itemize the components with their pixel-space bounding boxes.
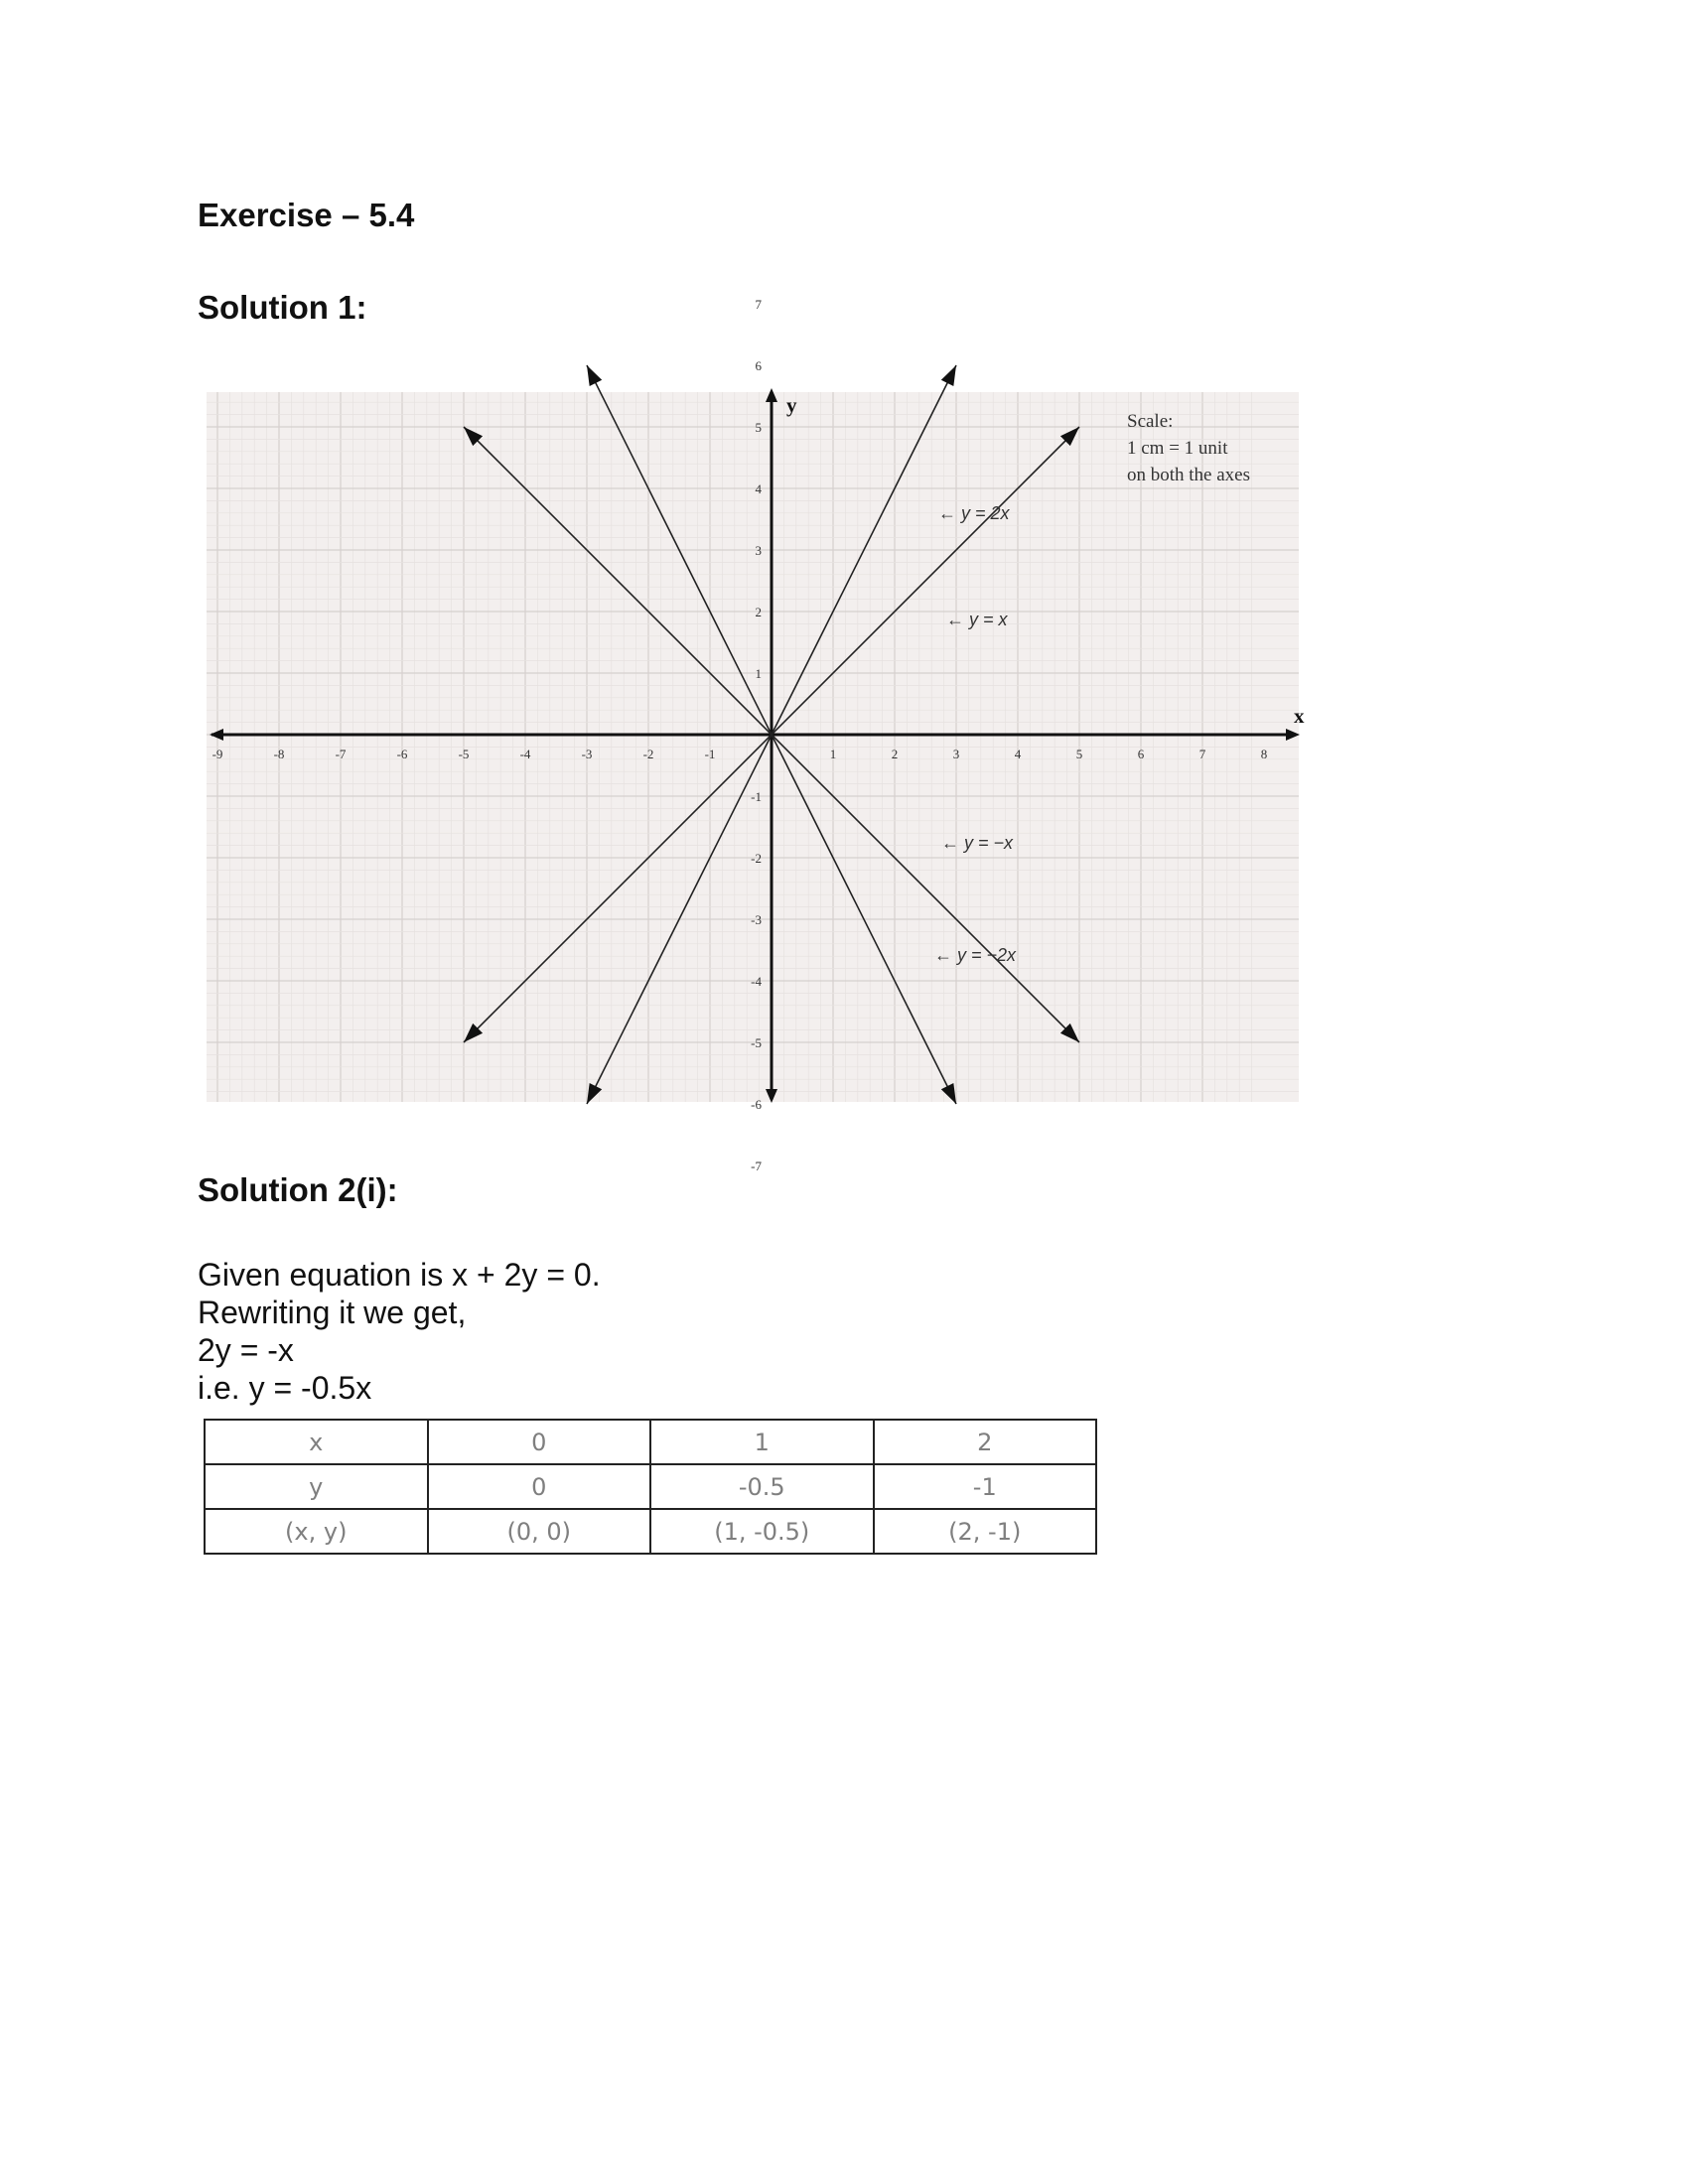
x-axis-label: x — [1294, 704, 1305, 728]
line-arrowhead — [941, 365, 956, 386]
line-arrowhead — [587, 365, 602, 386]
line-label-y-2x: ← y = 2x — [938, 503, 1010, 523]
table-cell: x — [205, 1420, 428, 1464]
table-cell: 0 — [428, 1464, 651, 1509]
x-tick-label: 5 — [1075, 747, 1083, 761]
table-cell: 1 — [650, 1420, 874, 1464]
scale-line: Scale: — [1127, 411, 1174, 432]
line-label-y-neg-x: ← y = −x — [941, 833, 1014, 853]
y-tick-label: 5 — [755, 420, 762, 435]
y-tick-label: -1 — [751, 789, 762, 804]
y-tick-label: -6 — [751, 1097, 762, 1112]
table-cell: (x, y) — [205, 1509, 428, 1554]
x-tick-label: 7 — [1198, 747, 1206, 761]
x-tick-label: 6 — [1137, 747, 1145, 761]
x-tick-label: -6 — [396, 747, 408, 761]
solution-2-heading: Solution 2(i): — [198, 1171, 398, 1208]
y-tick-label: 3 — [755, 543, 762, 558]
x-tick-label: -5 — [458, 747, 470, 761]
y-tick-label: 4 — [755, 481, 762, 496]
x-tick-label: 4 — [1014, 747, 1022, 761]
y-tick-label: -5 — [751, 1035, 762, 1050]
values-table — [204, 1419, 1097, 1555]
x-tick-label: -2 — [642, 747, 654, 761]
equation-line: 2y = -x — [198, 1332, 294, 1368]
table-row — [205, 1420, 1096, 1464]
x-tick-label: -7 — [335, 747, 347, 761]
table-cell: -0.5 — [650, 1464, 874, 1509]
y-tick-label: -4 — [751, 974, 762, 989]
y-tick-label: -7 — [751, 1159, 762, 1173]
table-row — [205, 1509, 1096, 1554]
solution-1-heading: Solution 1: — [198, 289, 367, 326]
equation-line: i.e. y = -0.5x — [198, 1370, 372, 1406]
x-tick-label: -8 — [273, 747, 285, 761]
table-cell: (1, -0.5) — [650, 1509, 874, 1554]
y-tick-label: 6 — [755, 358, 762, 373]
solution-2-text — [198, 1256, 601, 1407]
x-tick-label: -9 — [211, 747, 223, 761]
table-cell: y — [205, 1464, 428, 1509]
table-row — [205, 1464, 1096, 1509]
table-cell: (2, -1) — [874, 1509, 1097, 1554]
line-label-y-x: ← y = x — [946, 610, 1008, 629]
x-tick-label: -1 — [704, 747, 716, 761]
x-tick-label: 3 — [952, 747, 960, 761]
equation-line: Rewriting it we get, — [198, 1295, 467, 1330]
x-tick-label: 8 — [1260, 747, 1268, 761]
equation-line: Given equation is x + 2y = 0. — [198, 1257, 601, 1293]
y-tick-label: 7 — [755, 297, 762, 312]
table-cell: 0 — [428, 1420, 651, 1464]
exercise-title: Exercise – 5.4 — [198, 197, 415, 233]
y-axis-label: y — [786, 393, 797, 417]
table-cell: (0, 0) — [428, 1509, 651, 1554]
y-tick-label: -2 — [751, 851, 762, 866]
table-cell: 2 — [874, 1420, 1097, 1464]
y-tick-label: 2 — [755, 605, 762, 619]
y-tick-label: 1 — [755, 666, 762, 681]
x-tick-label: 1 — [829, 747, 837, 761]
scale-line: on both the axes — [1127, 465, 1251, 485]
x-tick-label: -3 — [581, 747, 593, 761]
line-label-y-neg-2x: ← y = −2x — [934, 945, 1017, 965]
y-tick-label: -3 — [751, 912, 762, 927]
scale-line: 1 cm = 1 unit — [1127, 438, 1228, 459]
x-tick-label: 2 — [891, 747, 899, 761]
table-cell: -1 — [874, 1464, 1097, 1509]
x-tick-label: -4 — [519, 747, 531, 761]
